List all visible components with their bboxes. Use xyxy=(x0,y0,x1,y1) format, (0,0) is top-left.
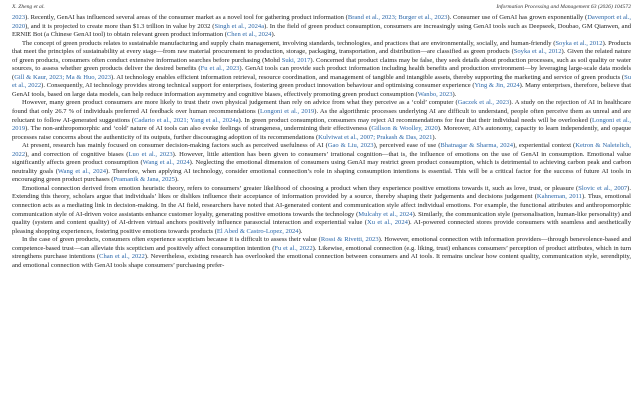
citation-link[interactable]: Fu et al., 2022 xyxy=(274,244,313,252)
running-header-authors: X. Zheng et al. xyxy=(12,4,45,10)
body-text-run: ), and it is projected to create more than $1.3 trillion in value by 2032 ( xyxy=(25,22,215,30)
body-text-run: ). As the algorithmic processes underlying AI are difficult to understand, people often perceive them as unreal and are reluctant to follow AI-generated suggestions ( xyxy=(12,108,632,124)
citation-link[interactable]: Su et al., 2022 xyxy=(12,73,631,90)
body-text-run: ). AI-powered connected stores provide consumers with seamless and aesthetically pleasing shopping experiences, fostering positive emotions towards products ( xyxy=(12,219,631,235)
body-text-run: ). AI technology enables efficient information retrieval, resource coordination, and management of tangible and intangible assets, thereby supporting the marketing and service of green products ( xyxy=(111,73,625,81)
body-text-run: ). Recently, GenAI has influenced several areas of the consumer market as a novel tool for gathering product information ( xyxy=(25,14,348,21)
body-text-run: ). However, little attention has been given to consumers’ irrational cognition—that is, the influence of emotions on the use of GenAI in consumption. Emotional value significantly affects green product consumption ( xyxy=(12,150,632,167)
citation-link[interactable]: Pramanik & Jana, 2025 xyxy=(113,176,175,184)
body-text-run: ). Therefore, when applying AI technology, consider emotional connection’s role in shaping consumption intentions is essential. This will be a critical factor for the success of future AI tools in encouraging green product purchases ( xyxy=(12,167,631,184)
body-text-run: ). xyxy=(271,31,276,39)
citation-link[interactable]: Slovic et al., 2007 xyxy=(578,184,628,192)
body-text-run: ). xyxy=(432,133,437,141)
body-text-run: ). xyxy=(452,90,457,98)
body-text-run: ). xyxy=(298,227,303,235)
body-text-run: ). The non-anthropomorphic and ‘cold’ nature of AI tools can also evoke feelings of strangeness, undermining their effectiveness ( xyxy=(25,125,372,133)
running-header-journal: Information Processing and Management 63 (2026) 104572 xyxy=(496,4,631,10)
citation-link[interactable]: Gillson & Woolley, 2020 xyxy=(371,125,438,133)
body-text-run: ). In the field of green product consumption, consumers are increasingly using GenAI tools such as Deepseek, Doubao, GM Qianwen, and ERNIE Bot (a Chinese GenAI tool) to obtain relevant green product information ( xyxy=(12,22,631,39)
citation-link[interactable]: Ying & Jin, 2024 xyxy=(474,82,520,90)
body-text-run: Emotional connection derived from emotion heuristic theory, refers to consumers’ greater likelihood of choosing a product when they experience positive emotions towards it, such as love, trust, or pleasure ( xyxy=(22,184,579,192)
body-text-run: ), perceived ease of use ( xyxy=(373,142,441,150)
citation-link[interactable]: Longoni et al., 2019 xyxy=(259,108,315,116)
citation-link[interactable]: Longoni et al., 2019 xyxy=(12,116,631,133)
citation-link[interactable]: Ketron & Naletelich, 2022 xyxy=(12,142,632,158)
body-text-run: ). Neglecting the emotional dimension of consumers using GenAI may restrict green product consumption, which is detrimental to achieving carbon peak and carbon neutrality goals ( xyxy=(12,159,631,175)
body-paragraph xyxy=(12,185,631,236)
body-paragraph xyxy=(12,99,631,142)
citation-link[interactable]: Kulviwat et al., 2007; Prakash & Das, 2021 xyxy=(318,133,433,141)
body-text-run: ). Consequently, AI technology provides strong technical support for enterprises, fostering green product innovation behaviour and optimising consumer experience ( xyxy=(41,82,475,90)
body-text-run: ). Extending this theory, scholars argue that individuals’ likes or dislikes influence their acceptance of information provided by a source, thereby shaping their judgements and decisions judgement ( xyxy=(12,184,631,201)
citation-link[interactable]: Fu et al., 2023 xyxy=(200,65,240,73)
body-text-run: The concept of green products relates to sustainable manufacturing and supply chain management, involving standards, technologies, and practices that are environmentally, socially, and human-friendly ( xyxy=(22,39,556,47)
citation-link[interactable]: 2023 xyxy=(12,14,26,21)
body-text-run: ). Given the related nature of green products, consumers often conduct extensive information searches before purchasing (Mohd xyxy=(12,48,631,64)
article-body xyxy=(12,14,631,270)
body-text-run: ). Thus, emotional connection acts as a mediating link in decision-making. In the AI field, researchers have noted that AI-generated content and communication style affect individual emotions. For example, the functional attributes and anthropomorphic communication style of AI-driven voice assistants enhance customer loyalty, generating positive emotions towards the technology ( xyxy=(12,193,631,218)
citation-link[interactable]: Gao & Liu, 2023 xyxy=(327,142,374,150)
body-paragraph xyxy=(12,236,631,270)
citation-link[interactable]: Singh et al., 2024a xyxy=(214,22,265,30)
body-text-run: ). Moreover, AI’s autonomy, capacity to learn independently, and opaque processes raise concerns about the authenticity of its outputs, further discouraging adoption of its recommendations ( xyxy=(12,125,632,141)
citation-link[interactable]: Wang et al., 2024 xyxy=(142,159,190,167)
citation-link[interactable]: Xu et al., 2024 xyxy=(367,219,408,227)
body-text-run: ). In green product consumption, consumers may reject AI recommendations for fear that their individual needs will be overlooked ( xyxy=(238,116,593,124)
citation-link[interactable]: Gaczek et al., 2023 xyxy=(457,99,510,107)
body-text-run: ), and correction of cognitive biases ( xyxy=(25,150,129,158)
citation-link[interactable]: Suki, 2017 xyxy=(281,56,311,64)
citation-link[interactable]: Soyka et al., 2012 xyxy=(555,39,603,47)
body-text-run: However, many green product consumers are more likely to trust their own physical judgement than rely on advice from what they perceive as a ‘cold’ computer ( xyxy=(22,99,458,107)
citation-link[interactable]: Cadario et al., 2021; Yang et al., 2024a xyxy=(134,116,239,124)
citation-link[interactable]: El Abed & Castro-Lopez, 2024 xyxy=(216,227,299,235)
citation-link[interactable]: Gill & Kaur, 2023; Ma & Huo, 2023 xyxy=(14,73,112,81)
body-paragraph xyxy=(12,142,631,185)
citation-link[interactable]: Wanbo, 2023 xyxy=(417,90,453,98)
body-text-run: ). Many enterprises, therefore, believe that GenAI tools, based on large data models, can help reduce information asymmetry and cognitive biases, effectively promoting green product consumption ( xyxy=(12,82,632,98)
body-paragraph xyxy=(12,14,631,40)
citation-link[interactable]: Rossi & Rivetti, 2023 xyxy=(320,236,379,244)
body-text-run: ). Likewise, emotional connection (e.g. liking, trust) enhances consumers’ perception of product attributes, which in turn strengthens purchase intentions ( xyxy=(12,244,631,261)
citation-link[interactable]: Chen et al., 2024 xyxy=(226,31,272,39)
body-text-run: ), experiential context ( xyxy=(513,142,576,150)
body-text-run: ). Consumer use of GenAI has grown exponentially ( xyxy=(447,14,588,21)
citation-link[interactable]: Wang et al., 2024 xyxy=(57,167,107,175)
body-text-run: At present, research has mainly focused on consumer decision-making factors such as perceived usefulness of AI ( xyxy=(22,142,328,150)
body-text-run: ). GenAI tools can provide such product information including health benefits and production environment—by leveraging large-scale data models ( xyxy=(12,65,631,81)
body-paragraph xyxy=(12,40,631,100)
body-text-run: ). A study on the rejection of AI in healthcare found that only 26.7 % of individuals preferred AI feedback over human recommendations ( xyxy=(12,99,631,116)
body-text-run: ). Concerned that product claims may be false, they seek details about production processes, such as soil quality or water sources, to assess whether green products deliver the desired benefits ( xyxy=(12,56,631,73)
citation-link[interactable]: Chan et al., 2022 xyxy=(99,253,145,261)
citation-link[interactable]: Kahneman, 2011 xyxy=(536,193,582,201)
citation-link[interactable]: Brand et al., 2023; Burger et al., 2023 xyxy=(347,14,448,21)
body-text-run: ). However, emotional connection with information providers—through benevolence-based and competence-based trust—can alleviate this scepticism and positively affect consumption intention ( xyxy=(12,236,631,252)
body-text-run: ). Products that meet the principles of sustainability at every stage—from raw material procurement to production, storage, packaging, transportation, and distribution—are classified as green products ( xyxy=(12,39,631,56)
citation-link[interactable]: Davenport et al., 2020 xyxy=(12,14,631,30)
body-text-run: In the case of green products, consumers often experience scepticism because it is difficult to assess their value ( xyxy=(22,236,321,244)
citation-link[interactable]: Bhatnagar & Sharma, 2024 xyxy=(440,142,514,150)
body-text-run: ). xyxy=(174,176,179,184)
citation-link[interactable]: Mulcahy et al., 2024 xyxy=(358,210,413,218)
running-header xyxy=(12,4,631,10)
citation-link[interactable]: Soyka et al., 2012 xyxy=(513,48,562,56)
body-text-run: ). Nevertheless, existing research has overlooked the emotional connection between consumers and AI tools. It remains unclear how content quality, communication style, serendipity, and emotional connection with GenAI tools shape consumers’ purchasing prefer- xyxy=(12,253,632,269)
body-text-run: ). Similarly, the communication style (personalisation, human-like personality) and quality (system and content quality) of AI-driven virtual anchors positively influence parasocial interaction and experiential value ( xyxy=(12,210,632,227)
citation-link[interactable]: Luo et al., 2023 xyxy=(128,150,173,158)
